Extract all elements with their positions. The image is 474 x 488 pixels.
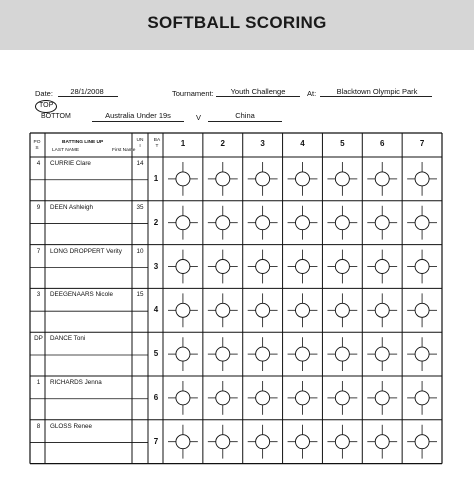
score-cell-circle[interactable]: [375, 391, 389, 405]
date-value[interactable]: 28/1/2008: [70, 87, 104, 96]
inning-header-2: 2: [220, 139, 225, 148]
uni-header: UNI: [136, 138, 144, 149]
score-cell-circle[interactable]: [176, 172, 190, 186]
score-cell-circle[interactable]: [296, 435, 310, 449]
player-name[interactable]: DEEN Ashleigh: [50, 203, 94, 211]
position-value[interactable]: 7: [36, 247, 41, 255]
score-cell-circle[interactable]: [296, 347, 310, 361]
bat-header: BAT: [153, 138, 161, 149]
score-cell-circle[interactable]: [296, 260, 310, 274]
score-cell-circle[interactable]: [415, 216, 429, 230]
score-cell-circle[interactable]: [335, 347, 349, 361]
batting-order-number: 1: [153, 173, 159, 183]
position-value[interactable]: 4: [36, 160, 41, 167]
score-cell-circle[interactable]: [335, 172, 349, 186]
score-cell-circle[interactable]: [256, 303, 270, 317]
batting-order-number: 5: [153, 349, 159, 359]
score-cell-circle[interactable]: [375, 347, 389, 361]
score-cell-circle[interactable]: [176, 303, 190, 317]
score-cell-circle[interactable]: [335, 303, 349, 317]
score-cell-circle[interactable]: [415, 391, 429, 405]
score-cell-circle[interactable]: [216, 172, 230, 186]
score-cell-circle[interactable]: [296, 303, 310, 317]
score-cell-circle[interactable]: [335, 260, 349, 274]
score-cell-circle[interactable]: [256, 216, 270, 230]
lineup-header: BATTING LINE UP: [62, 140, 104, 145]
score-cell-circle[interactable]: [415, 303, 429, 317]
batting-order-number: 4: [153, 305, 159, 315]
inning-header-1: 1: [180, 139, 186, 148]
inning-header-4: 4: [300, 139, 305, 148]
score-cell-circle[interactable]: [216, 216, 230, 230]
at-label: At:: [307, 89, 317, 98]
bottom-label[interactable]: BOTTOM: [41, 113, 71, 120]
score-cell-circle[interactable]: [415, 435, 429, 449]
score-cell-circle[interactable]: [256, 260, 270, 274]
first-name-header: First Name: [112, 148, 136, 153]
player-name[interactable]: DEEGENAARS Nicole: [50, 291, 113, 299]
score-cell-circle[interactable]: [216, 303, 230, 317]
score-cell-circle[interactable]: [375, 260, 389, 274]
last-name-header: LAST NAME: [52, 148, 80, 153]
top-label[interactable]: TOP: [39, 102, 54, 109]
inning-header-7: 7: [419, 139, 425, 148]
batting-order-number: 2: [153, 217, 159, 227]
inning-header-5: 5: [340, 139, 345, 148]
score-cell-circle[interactable]: [216, 391, 230, 405]
venue-value[interactable]: Blacktown Olympic Park: [336, 87, 418, 96]
uniform-number[interactable]: 35: [136, 203, 144, 211]
page-title: SOFTBALL SCORING: [147, 13, 327, 32]
score-cell-circle[interactable]: [256, 172, 270, 186]
position-value[interactable]: 9: [36, 203, 41, 211]
away-team-value[interactable]: China: [235, 111, 255, 120]
score-cell-circle[interactable]: [335, 216, 349, 230]
position-value[interactable]: 8: [36, 422, 41, 430]
tournament-label: Tournament:: [172, 89, 214, 98]
player-name[interactable]: LONG DROPPERT Verity: [50, 247, 122, 255]
position-value[interactable]: 1: [36, 379, 41, 386]
score-cell-circle[interactable]: [256, 391, 270, 405]
batting-order-number: 3: [153, 261, 159, 271]
score-cell-circle[interactable]: [256, 435, 270, 449]
score-cell-circle[interactable]: [296, 391, 310, 405]
score-cell-circle[interactable]: [335, 391, 349, 405]
score-cell-circle[interactable]: [375, 216, 389, 230]
score-cell-circle[interactable]: [375, 303, 389, 317]
uniform-number[interactable]: 15: [136, 291, 144, 299]
position-value[interactable]: DP: [34, 335, 43, 343]
inning-header-3: 3: [260, 139, 265, 148]
score-cell-circle[interactable]: [216, 260, 230, 274]
score-cell-circle[interactable]: [176, 391, 190, 405]
uniform-number[interactable]: 14: [136, 160, 144, 167]
score-cell-circle[interactable]: [296, 216, 310, 230]
tournament-value[interactable]: Youth Challenge: [230, 87, 286, 96]
home-team-value[interactable]: Australia Under 19s: [105, 111, 171, 120]
uniform-number[interactable]: 10: [136, 247, 144, 255]
score-cell-circle[interactable]: [296, 172, 310, 186]
score-cell-circle[interactable]: [415, 260, 429, 274]
score-cell-circle[interactable]: [216, 347, 230, 361]
score-cell-circle[interactable]: [375, 435, 389, 449]
score-cell-circle[interactable]: [176, 435, 190, 449]
score-cell-circle[interactable]: [335, 435, 349, 449]
vs-label: V: [196, 113, 202, 122]
player-name[interactable]: DANCE Toni: [50, 335, 86, 343]
date-label: Date:: [35, 89, 53, 98]
position-value[interactable]: 3: [36, 291, 41, 299]
inning-header-6: 6: [379, 139, 385, 148]
score-cell-circle[interactable]: [176, 347, 190, 361]
score-cell-circle[interactable]: [415, 172, 429, 186]
player-name[interactable]: CURRIE Clare: [50, 160, 91, 167]
player-name[interactable]: RICHARDS Jenna: [50, 379, 102, 386]
player-name[interactable]: GLOSS Renee: [50, 422, 93, 430]
score-cell-circle[interactable]: [256, 347, 270, 361]
batting-order-number: 6: [153, 392, 159, 402]
batting-order-number: 7: [153, 436, 159, 446]
score-cell-circle[interactable]: [375, 172, 389, 186]
score-cell-circle[interactable]: [176, 216, 190, 230]
score-cell-circle[interactable]: [176, 260, 190, 274]
score-cell-circle[interactable]: [415, 347, 429, 361]
score-cell-circle[interactable]: [216, 435, 230, 449]
pos-header: POS: [33, 140, 41, 151]
